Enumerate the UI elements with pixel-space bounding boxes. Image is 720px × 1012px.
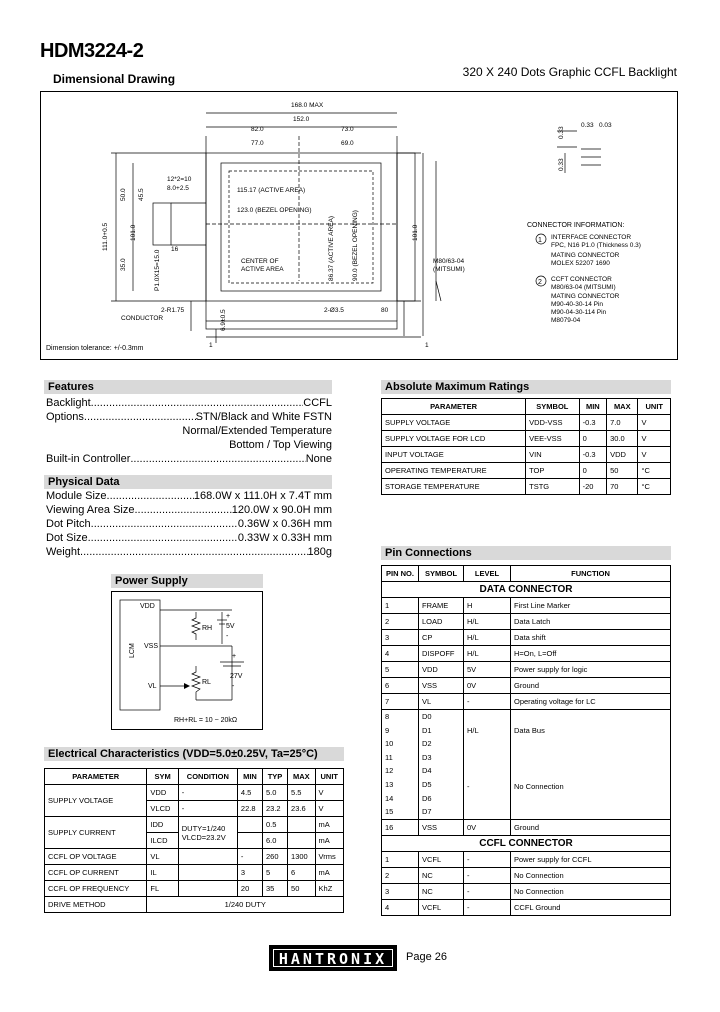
connector-2-line-1: CCFT CONNECTOR — [551, 276, 612, 283]
table-row: 3 NC - No Connection — [382, 883, 671, 899]
electrical-table — [44, 768, 344, 913]
absmax-col-unit: UNIT — [638, 399, 671, 415]
connector-1-num: 1 — [538, 237, 542, 244]
table-row: CCFL OP CURRENT IL 3 5 6 mA — [45, 865, 344, 881]
connector-info-title: CONNECTOR INFORMATION: — [527, 222, 625, 229]
table-row: 16 VSS 0V Ground — [382, 819, 671, 835]
table-row: 5 VDD 5V Power supply for logic — [382, 662, 671, 678]
feature-row-options: Options ..... STN/Black and White FSTN — [46, 410, 332, 424]
supply-5v: 5V — [226, 623, 235, 630]
pin-vss: VSS — [144, 643, 159, 650]
electrical-col-max: MAX — [288, 769, 315, 785]
table-row: 4 DISPOFF H/L H=On, L=Off — [382, 646, 671, 662]
page-title: HDM3224-2 — [40, 40, 144, 62]
supply-27v-plus: + — [232, 653, 237, 660]
electrical-col-parameter: PARAMETER — [45, 769, 147, 785]
pins-header-row — [382, 566, 671, 582]
section-subtitle: Dimensional Drawing — [53, 72, 176, 86]
table-row: INPUT VOLTAGE VIN -0.3 VDD V — [382, 447, 671, 463]
dim-bezel-opening: 123.0 (BEZEL OPENING) — [237, 207, 312, 214]
product-description: 320 X 240 Dots Graphic CCFL Backlight — [462, 65, 677, 79]
dim-v-bezel: 90.0 (BEZEL OPENING) — [352, 210, 359, 281]
feature-options-cont-1: Normal/Extended Temperature — [182, 425, 332, 437]
dim-73: 73.0 — [341, 126, 354, 133]
connector-2-line-6: M8079-04 — [551, 317, 581, 324]
feature-row-backlight: Backlight ..... CCFL — [46, 396, 332, 410]
pins-col-function: FUNCTION — [511, 566, 671, 582]
pin-vdd: VDD — [140, 603, 155, 610]
pins-col-level: LEVEL — [464, 566, 511, 582]
physical-row-pitch: Dot Pitch ..... 0.36W x 0.36H mm — [46, 517, 332, 531]
pin-one-label-right: 1 — [425, 342, 429, 349]
dim-101: 101.0 — [130, 224, 137, 241]
features-heading: Features — [44, 380, 332, 394]
resistor-rh: RH — [202, 625, 213, 632]
pins-heading: Pin Connections — [381, 546, 671, 560]
page-number: Page 26 — [406, 951, 447, 963]
supply-27v: 27V — [230, 673, 243, 680]
electrical-header-row — [45, 769, 344, 785]
table-row: VLCD - 22.8 23.2 23.6 V — [45, 801, 344, 817]
resistor-formula: RH+RL = 10 ~ 20kΩ — [174, 717, 238, 724]
dim-101-right: 101.0 — [412, 224, 419, 241]
physical-row-viewing: Viewing Area Size ..... 120.0W x 90.0H mm — [46, 503, 332, 517]
table-row: 6 VSS 0V Ground — [382, 678, 671, 694]
power-diagram-frame — [111, 591, 263, 730]
table-row: 1 FRAME H First Line Marker — [382, 598, 671, 614]
table-row: 8 9 10 11 12 13 14 15 D0 D1 D2 D3 D4 D5 D6 D7 H/L - Data Bus No Connection — [382, 710, 671, 820]
pins-col-symbol: SYMBOL — [419, 566, 464, 582]
absmax-table — [381, 398, 671, 495]
resistor-rl: RL — [202, 679, 211, 686]
electrical-col-condition: CONDITION — [178, 769, 237, 785]
table-row: CCFL OP FREQUENCY FL 20 35 50 KhZ — [45, 881, 344, 897]
pins-col-no: PIN NO. — [382, 566, 419, 582]
absmax-col-parameter: PARAMETER — [382, 399, 526, 415]
connector-2-line-4: M90-40-30-14 Pin — [551, 301, 604, 308]
dim-80: 8.0+2.5 — [167, 185, 189, 192]
dim-max: 168.0 MAX — [291, 102, 324, 109]
physical-list — [46, 489, 332, 559]
connector-2-line-5: M90-04-30-114 Pin — [551, 309, 607, 316]
connector-maker: (MITSUMI) — [433, 266, 465, 273]
dim-active-area: 115.17 (ACTIVE AREA) — [237, 187, 306, 194]
table-row: 1 VCFL - Power supply for CCFL — [382, 851, 671, 867]
active-area-label: ACTIVE AREA — [241, 266, 284, 273]
table-row: CCFL OP VOLTAGE VL - 260 1300 Vrms — [45, 849, 344, 865]
physical-row-module: Module Size ..... 168.0W x 111.0H x 7.4T mm — [46, 489, 332, 503]
drawing-frame — [40, 91, 678, 360]
detail-dim-2: 0.03 — [599, 122, 612, 129]
dim-left-height: 111.0+0.5 — [102, 222, 109, 251]
table-row: 3 CP H/L Data shift — [382, 630, 671, 646]
connector-2-num: 2 — [538, 279, 542, 286]
electrical-col-sym: SYM — [147, 769, 178, 785]
dim-pitch: 12*2=10 — [167, 176, 192, 183]
dim-35: 35.0 — [120, 258, 127, 271]
center-label: CENTER OF — [241, 258, 279, 265]
table-row: ILCD 6.0 mA — [45, 833, 344, 849]
dim-50: 50.0 — [120, 188, 127, 201]
conductor-label: CONDUCTOR — [121, 315, 164, 322]
dim-hole: 2-R1.75 — [161, 307, 185, 314]
table-row: SUPPLY VOLTAGE VDD - 4.5 5.0 5.5 V — [45, 785, 344, 801]
absmax-header-row — [382, 399, 671, 415]
dim-thickness: 6.9±0.5 — [220, 309, 227, 331]
table-row: OPERATING TEMPERATURE TOP 0 50 °C — [382, 463, 671, 479]
dim-16: 16 — [171, 246, 179, 253]
table-row: STORAGE TEMPERATURE TSTG -20 70 °C — [382, 479, 671, 495]
table-row: DRIVE METHOD 1/240 DUTY — [45, 897, 344, 913]
power-supply-diagram — [112, 592, 262, 729]
absmax-col-min: MIN — [579, 399, 607, 415]
dim-80b: 80 — [381, 307, 389, 314]
electrical-col-typ: TYP — [262, 769, 287, 785]
connector-2-line-3: MATING CONNECTOR — [551, 293, 620, 300]
physical-row-weight: Weight ..... 180g — [46, 545, 332, 559]
table-row: SUPPLY VOLTAGE FOR LCD VEE-VSS 0 30.0 V — [382, 431, 671, 447]
dim-82: 82.0 — [251, 126, 264, 133]
dim-45-5: 45.5 — [138, 188, 145, 201]
table-row: 2 LOAD H/L Data Latch — [382, 614, 671, 630]
dim-pin-pitch: P1.0X15=15.0 — [154, 249, 161, 291]
dim-152: 152.0 — [293, 116, 310, 123]
detail-dim-3: 0.33 — [558, 126, 565, 139]
ccfl-connector-title: CCFL CONNECTOR — [382, 835, 671, 851]
detail-dim-1: 0.33 — [581, 122, 594, 129]
dim-77: 77.0 — [251, 140, 264, 147]
feature-options-cont-2: Bottom / Top Viewing — [229, 439, 332, 451]
dimensional-drawing — [41, 91, 677, 359]
physical-heading: Physical Data — [44, 475, 332, 489]
absmax-heading: Absolute Maximum Ratings — [381, 380, 671, 394]
table-row: 7 VL - Operating voltage for LC — [382, 694, 671, 710]
table-row: 2 NC - No Connection — [382, 867, 671, 883]
detail-dim-4: 0.33 — [558, 158, 565, 171]
connector-1-line-4: MOLEX 52207 1690 — [551, 260, 610, 267]
table-row: SUPPLY VOLTAGE VDD-VSS -0.3 7.0 V — [382, 415, 671, 431]
dim-69: 69.0 — [341, 140, 354, 147]
supply-plus: + — [226, 613, 231, 620]
connector-part: M80/63-04 — [433, 258, 465, 265]
pin-one-label: 1 — [209, 342, 213, 349]
absmax-col-symbol: SYMBOL — [526, 399, 579, 415]
connector-1-line-2: FPC, N16 P1.0 (Thickness 0.3) — [551, 242, 641, 249]
table-row: SUPPLY CURRENT IDD DUTY=1/240 VLCD=23.2V 0.5 mA — [45, 817, 344, 833]
feature-row-controller: Built-in Controller ..... None — [46, 452, 332, 466]
features-list — [46, 396, 332, 466]
hantronix-logo: HANTRONIX — [269, 945, 397, 971]
connector-2-line-2: M80/63-04 (MITSUMI) — [551, 284, 616, 291]
physical-row-dot-size: Dot Size ..... 0.33W x 0.33H mm — [46, 531, 332, 545]
supply-minus: - — [226, 633, 229, 640]
data-connector-title: DATA CONNECTOR — [382, 582, 671, 598]
supply-27v-minus: - — [232, 683, 235, 690]
dim-v-active: 86.37 (ACTIVE AREA) — [328, 215, 335, 281]
table-row: 4 VCFL - CCFL Ground — [382, 899, 671, 915]
power-heading: Power Supply — [111, 574, 263, 588]
electrical-heading: Electrical Characteristics (VDD=5.0±0.25V, Ta=25°C) — [44, 747, 344, 761]
dimension-tolerance: Dimension tolerance: +/-0.3mm — [46, 345, 144, 352]
pin-vl: VL — [148, 683, 157, 690]
electrical-col-min: MIN — [237, 769, 262, 785]
absmax-col-max: MAX — [607, 399, 638, 415]
pins-table — [381, 565, 671, 916]
lcm-label: LCM — [129, 643, 136, 658]
connector-1-line-3: MATING CONNECTOR — [551, 252, 620, 259]
connector-1-line-1: INTERFACE CONNECTOR — [551, 234, 632, 241]
electrical-col-unit: UNIT — [315, 769, 343, 785]
dim-hole2: 2-Ø3.5 — [324, 307, 344, 314]
